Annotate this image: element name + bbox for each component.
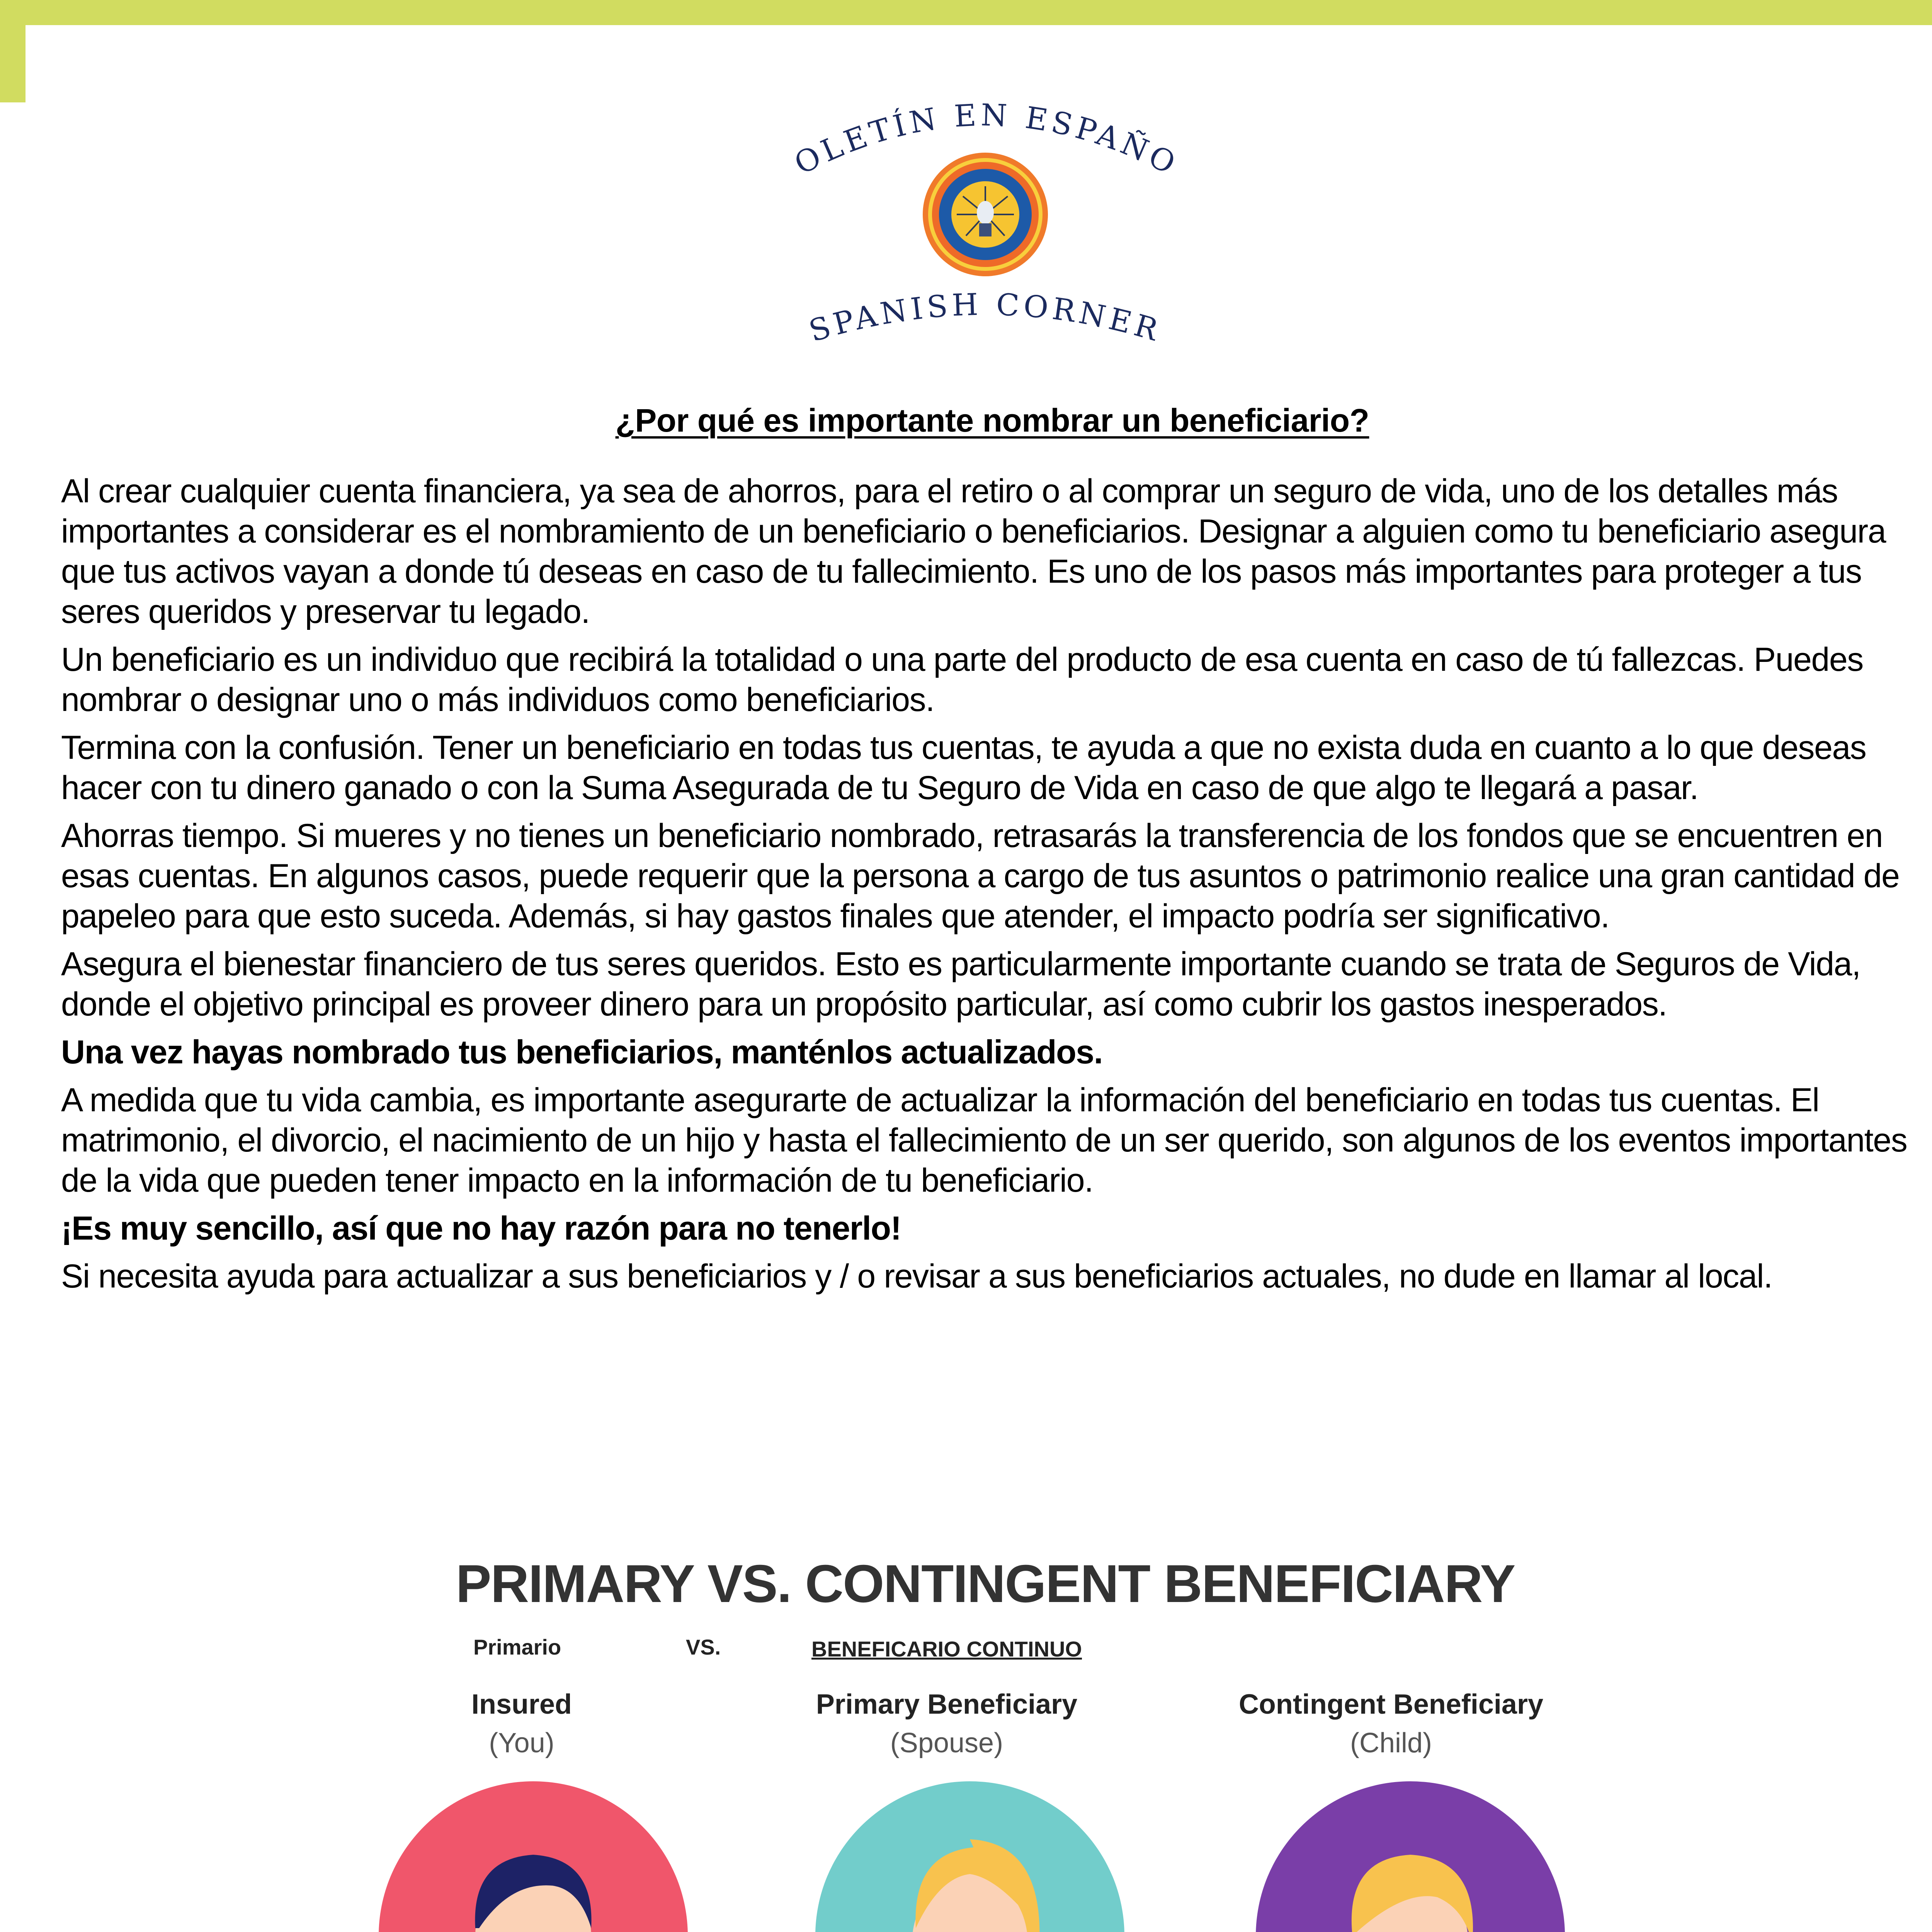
label-beneficiario-continuo: BENEFICARIO CONTINUO: [811, 1637, 1082, 1661]
role-primary-name: Primary Beneficiary: [816, 1689, 1078, 1720]
infographic-title: PRIMARY VS. CONTINGENT BENEFICIARY: [456, 1554, 1515, 1614]
child-avatar-icon: [1256, 1781, 1565, 1932]
role-insured-name: Insured: [471, 1689, 572, 1720]
paragraph-wellbeing: Asegura el bienestar financiero de tus seres queridos. Esto es particularmente importante cuando se trata de Seguros de Vida, donde el objetivo principal es proveer dinero para un propósito particular, así como cubrir los gastos inesperados.: [61, 946, 1861, 1023]
top-green-bar: [0, 0, 1932, 25]
logo-graphic: [788, 73, 1182, 352]
article: [61, 402, 1916, 1304]
paragraph-intro: Al crear cualquier cuenta financiera, ya sea de ahorros, para el retiro o al comprar un seguro de vida, uno de los detalles más importantes a considerar es el nombramiento de un beneficiario o beneficiarios. Designar a alguien como tu beneficiario asegura que tus activos vayan a donde tú deseas en caso de tu fallecimiento. Es uno de los pasos más importantes para proteger a tus seres queridos y preservar tu legado.: [61, 473, 1886, 630]
subheading-keep-updated: Una vez hayas nombrado tus beneficiarios, manténlos actualizados.: [61, 1034, 1103, 1071]
role-primary-sub: (Spouse): [890, 1728, 1003, 1759]
insured-avatar-icon: [379, 1781, 688, 1932]
spouse-avatar-icon: [815, 1781, 1124, 1932]
ibew-seal-icon: [923, 153, 1048, 276]
paragraph-life-changes: A medida que tu vida cambia, es importante asegurarte de actualizar la información del beneficiario en todas tus cuentas. El matrimonio, el divorcio, el nacimiento de un hijo y hasta el fallecimiento de un ser querido, son algunos de los eventos importantes de la vida que pueden tener impacto en la información de tu beneficiario.: [61, 1082, 1907, 1199]
logo-top-text: OLETÍN EN ESPAÑO: [789, 98, 1182, 183]
role-insured-sub: (You): [489, 1728, 554, 1759]
subheading-simple: ¡Es muy sencillo, así que no hay razón para no tenerlo!: [61, 1210, 901, 1247]
article-headline: ¿Por qué es importante nombrar un beneficiario?: [615, 402, 1369, 439]
paragraph-time: Ahorras tiempo. Si mueres y no tienes un beneficiario nombrado, retrasarás la transferencia de los fondos que se encuentren en esas cuentas. En algunos casos, puede requerir que la persona a cargo de tus asuntos o patrimonio realice una gran cantidad de papeleo para que esto suceda. Además, si hay gastos finales que atender, el impacto podría ser significativo.: [61, 817, 1900, 935]
spanish-corner-logo: [788, 73, 1182, 352]
paragraph-contact-local: Si necesita ayuda para actualizar a sus beneficiarios y / o revisar a sus beneficiarios actuales, no dude en llamar al local.: [61, 1258, 1772, 1295]
label-vs: VS.: [686, 1635, 721, 1659]
beneficiary-infographic: [367, 1538, 1604, 1932]
logo-bottom-text: SPANISH CORNER: [805, 287, 1166, 349]
paragraph-definition: Un beneficiario es un individuo que recibirá la totalidad o una parte del producto de esa cuenta en caso de tú fallezcas. Puedes nombrar o designar uno o más individuos como beneficiarios.: [61, 641, 1863, 718]
label-primario: Primario: [473, 1635, 561, 1659]
role-contingent-name: Contingent Beneficiary: [1238, 1689, 1544, 1720]
left-green-tab: [0, 0, 26, 102]
role-contingent-sub: (Child): [1350, 1728, 1432, 1759]
paragraph-confusion: Termina con la confusión. Tener un beneficiario en todas tus cuentas, te ayuda a que no exista duda en cuanto a lo que deseas hacer con tu dinero ganado o con la Suma Asegurada de tu Seguro de Vida en caso de que algo te llegará a pasar.: [61, 729, 1866, 806]
